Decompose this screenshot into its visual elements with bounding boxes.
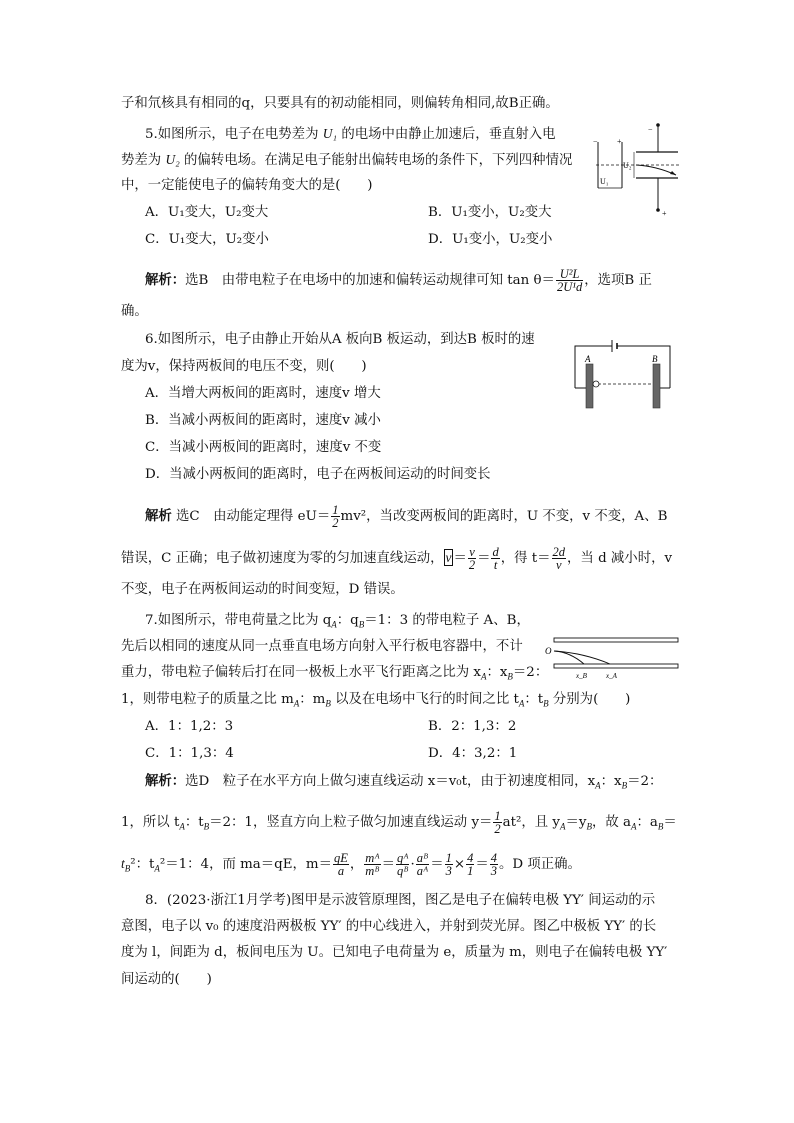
denominator: 3	[490, 864, 497, 878]
answer-7-line	[121, 852, 581, 877]
answer-6-line	[121, 582, 404, 598]
text-segment: 确。	[121, 304, 148, 319]
option-label: C．当减小两板间的距离时，速度v 不变	[145, 440, 382, 455]
answer-6-line	[121, 546, 672, 571]
text-segment: ＝2：1，竖直方向上粒子做匀加速直线运动 y＝	[209, 815, 493, 830]
fraction	[331, 504, 339, 529]
text-segment: 7.如图所示，带电荷量之比为 q	[145, 613, 332, 628]
numerator: 4	[490, 851, 497, 865]
option-label: A．U₁变大，U₂变大	[145, 205, 269, 220]
text-segment: 。D 项正确。	[498, 857, 581, 872]
question-8-line	[121, 919, 656, 935]
fraction	[333, 852, 349, 877]
option-c[interactable]	[145, 232, 269, 248]
text-segment: ，故 a	[591, 815, 631, 830]
u2-label: U₂	[623, 161, 632, 170]
plus-sign: +	[617, 137, 622, 146]
text-segment: 势差为	[121, 153, 162, 168]
text-segment: mv²，当改变两板间的距离时，U 不变，v 不变，A、B	[340, 509, 668, 524]
subscript: A	[179, 821, 185, 832]
subscript: B	[203, 821, 210, 832]
option-a[interactable]	[145, 205, 268, 221]
option-c[interactable]	[145, 746, 234, 762]
plus-sign: +	[662, 209, 667, 218]
option-d[interactable]	[428, 746, 517, 762]
subscript: A	[331, 619, 337, 630]
text-segment: 选C 由动能定理得 eU＝	[176, 509, 331, 524]
option-b[interactable]	[428, 719, 516, 735]
numerator: 1	[494, 809, 501, 823]
text-segment: ·	[410, 857, 415, 872]
denominator: aᴬ	[416, 864, 429, 878]
option-label: D．U₁变小，U₂变小	[428, 232, 553, 247]
text-segment: ：t	[184, 815, 204, 830]
text-segment: 度为v，保持两板间的电压不变，则( )	[121, 359, 367, 374]
text-segment: ：t	[524, 692, 544, 707]
text-segment: ，选项B 正	[584, 273, 652, 288]
answer-5-line	[121, 304, 148, 320]
fraction	[556, 268, 583, 293]
question-8-line	[121, 972, 212, 988]
text-segment: 的电场中由静止加速后，垂直射入电	[341, 127, 556, 142]
text-segment: 意图，电子以 v₀ 的速度沿两极板 YY′ 的中心线进入，并射到荧光屏。图乙中极板 YY′ 的长	[121, 919, 657, 934]
text-segment: ，得 t＝	[500, 551, 551, 566]
minus-sign: −	[593, 137, 598, 146]
fraction	[490, 852, 498, 877]
question-5-line	[121, 152, 572, 169]
text-segment: 不变，电子在两板间运动的时间变短，D 错误。	[121, 582, 404, 597]
text-segment: 度为 l，间距为 d，板间电压为 U。已知电子电荷量为 e，质量为 m，则电子在偏转电极 YY′	[121, 945, 668, 960]
xa-label: x_A	[606, 672, 617, 680]
text-segment: ＝1：3 的带电粒子 A、B，	[364, 613, 530, 628]
answer-5-line	[145, 268, 652, 293]
option-b[interactable]	[428, 205, 552, 221]
text-segment: ＝2：	[512, 665, 549, 680]
numerator: U²L	[556, 268, 583, 281]
text-segment: 的偏转电场。在满足电子能射出偏转电场的条件下，下列四种情况	[184, 153, 573, 168]
fraction	[364, 852, 380, 877]
option-d[interactable]	[145, 467, 491, 483]
text-segment: ＝	[663, 815, 677, 830]
numerator: qE	[334, 851, 348, 865]
text-segment: 选D 粒子在水平方向上做匀速直线运动 x＝v₀t，由于初速度相同，x	[185, 774, 596, 789]
denominator: mᴮ	[365, 864, 380, 878]
question-7-line	[121, 692, 630, 712]
denominator: a	[337, 864, 345, 878]
fraction	[396, 852, 410, 877]
symbol: ＝	[453, 551, 467, 566]
option-label: C．U₁变大，U₂变小	[145, 232, 269, 247]
minus-sign: −	[648, 125, 653, 134]
option-b[interactable]	[145, 413, 381, 429]
numerator: 1	[332, 503, 339, 517]
question-6-line	[145, 332, 535, 348]
question-8-line	[145, 893, 655, 909]
symbol: U₂	[165, 152, 180, 167]
fraction	[493, 810, 501, 835]
text-segment: ＝	[475, 857, 489, 872]
symbol: ＝	[477, 551, 491, 566]
denominator: 3	[445, 864, 452, 878]
question-6-line	[121, 359, 367, 375]
denominator: t	[493, 558, 498, 572]
question-7-line	[121, 639, 523, 655]
subscript: B	[543, 698, 549, 709]
option-label: A．当增大两板间的距离时，速度v 增大	[145, 386, 381, 401]
question-5-line	[121, 178, 372, 194]
fraction	[466, 852, 474, 877]
question-8-line	[121, 945, 667, 961]
option-a[interactable]	[145, 719, 233, 735]
subscript: B	[358, 619, 365, 630]
question-7-line	[121, 665, 548, 685]
text-segment: ：x	[600, 774, 622, 789]
text-segment: ：x	[486, 665, 508, 680]
option-d[interactable]	[428, 232, 552, 248]
text-segment: ＝2：	[627, 774, 663, 789]
subscript: B	[621, 780, 628, 791]
text-segment: ，	[349, 857, 364, 872]
answer-label: 解析	[145, 508, 172, 524]
fraction	[445, 852, 453, 877]
text-segment: ＝	[381, 857, 395, 872]
text-line	[121, 96, 559, 112]
text-segment: ＝	[430, 857, 444, 872]
answer-6-line	[145, 504, 667, 529]
numerator: qᴬ	[396, 851, 409, 865]
denominator: 2U¹d	[556, 280, 583, 294]
subscript: B	[586, 821, 592, 832]
numerator: v	[469, 545, 475, 559]
question-7-line	[145, 613, 530, 633]
denominator: 2	[332, 516, 339, 530]
subscript: A	[595, 780, 601, 791]
fraction	[552, 546, 567, 571]
u1-label: U₁	[600, 177, 609, 186]
deflection-field-figure	[590, 122, 680, 218]
text-segment: 先后以相同的速度从同一点垂直电场方向射入平行板电容器中，不计	[121, 639, 523, 654]
text-segment: ×	[453, 857, 466, 872]
numerator: 1	[445, 851, 452, 865]
numerator: aᴮ	[416, 851, 429, 865]
answer-label: 解析：	[145, 773, 186, 789]
subscript: B	[325, 698, 331, 709]
numerator: 2d	[552, 545, 566, 559]
fraction	[468, 546, 476, 571]
text-segment: 以及在电场中飞行的时间之比 t	[330, 692, 519, 707]
text-segment: 分别为( )	[548, 692, 631, 707]
text-segment: 1，所以 t	[121, 815, 180, 830]
text-segment: 5.如图所示，电子在电势差为	[145, 127, 319, 142]
option-label: C．1：1,3：4	[145, 746, 234, 761]
answer-7-line	[121, 810, 677, 835]
option-label: B．U₁变小，U₂变大	[428, 205, 552, 220]
denominator: 1	[467, 864, 474, 878]
origin-label: O	[545, 646, 552, 656]
parallel-plates-figure	[568, 332, 678, 412]
text-segment: ：q	[336, 613, 359, 628]
subscript: B	[124, 863, 131, 874]
capacitor-trajectory-figure	[540, 636, 680, 684]
average-velocity-symbol: v	[445, 550, 452, 565]
text-segment: 1，则带电粒子的质量之比 m	[121, 692, 294, 707]
numerator: d	[492, 545, 499, 559]
option-label: D．当减小两板间的距离时，电子在两板间运动的时间变长	[145, 467, 491, 482]
option-label: D．4：3,2：1	[428, 746, 518, 761]
subscript: B	[657, 821, 664, 832]
subscript: A	[631, 821, 637, 832]
text-segment: 8．(2023·浙江1月学考)图甲是示波管原理图，图乙是电子在偏转电极 YY′ 间运动的示	[145, 893, 656, 908]
plate-a-label: A	[585, 354, 591, 364]
option-label: B．2：1,3：2	[428, 719, 517, 734]
symbol: U₁	[322, 126, 338, 141]
option-a[interactable]	[145, 386, 381, 402]
question-5-line	[145, 126, 556, 143]
fraction	[416, 852, 430, 877]
text-segment: 子和氘核具有相同的q，只要具有的初动能相同，则偏转角相同,故B正确。	[121, 96, 559, 111]
denominator: qᴮ	[396, 864, 409, 878]
subscript: A	[560, 821, 566, 832]
text-segment: 错误，C 正确；电子做初速度为零的匀加速直线运动，	[121, 551, 444, 566]
denominator: v	[556, 558, 562, 572]
denominator: 2	[494, 822, 501, 836]
text-segment: ：a	[636, 815, 658, 830]
numerator: mᴬ	[365, 851, 380, 865]
text-segment: at²，且 y	[502, 815, 560, 830]
answer-label: 解析：	[145, 272, 186, 288]
text-segment: ²＝1：4，而 ma＝qE，m＝	[159, 857, 332, 872]
subscript: A	[480, 671, 487, 682]
text-segment: ：m	[299, 692, 326, 707]
subscript: B	[507, 671, 513, 682]
option-label: A．1：1,2：3	[145, 719, 234, 734]
subscript: A	[293, 698, 300, 709]
text-segment: 重力，带电粒子偏转后打在同一极板上水平飞行距离之比为 x	[121, 665, 481, 680]
xb-label: x_B	[576, 672, 587, 680]
option-label: B．当减小两板间的距离时，速度v 减小	[145, 413, 381, 428]
plate-b-label: B	[652, 354, 658, 364]
text-segment: ²：t	[130, 857, 155, 872]
subscript: A	[154, 863, 160, 874]
subscript: A	[518, 698, 525, 709]
text-segment: 选B 由带电粒子在电场中的加速和偏转运动规律可知 tan θ＝	[185, 273, 555, 288]
answer-7-line	[145, 773, 662, 794]
text-segment: 6.如图所示，电子由静止开始从A 板向B 板运动，到达B 板时的速	[145, 332, 535, 347]
denominator: 2	[468, 558, 476, 572]
text-segment: ，当 d 减小时，v	[567, 551, 673, 566]
text-segment: t	[121, 856, 125, 871]
text-segment: ＝y	[565, 815, 587, 830]
text-segment: 间运动的( )	[121, 972, 212, 987]
option-c[interactable]	[145, 440, 381, 456]
fraction	[491, 546, 499, 571]
text-segment: 中，一定能使电子的偏转角变大的是( )	[121, 178, 373, 193]
numerator: 4	[467, 851, 474, 865]
